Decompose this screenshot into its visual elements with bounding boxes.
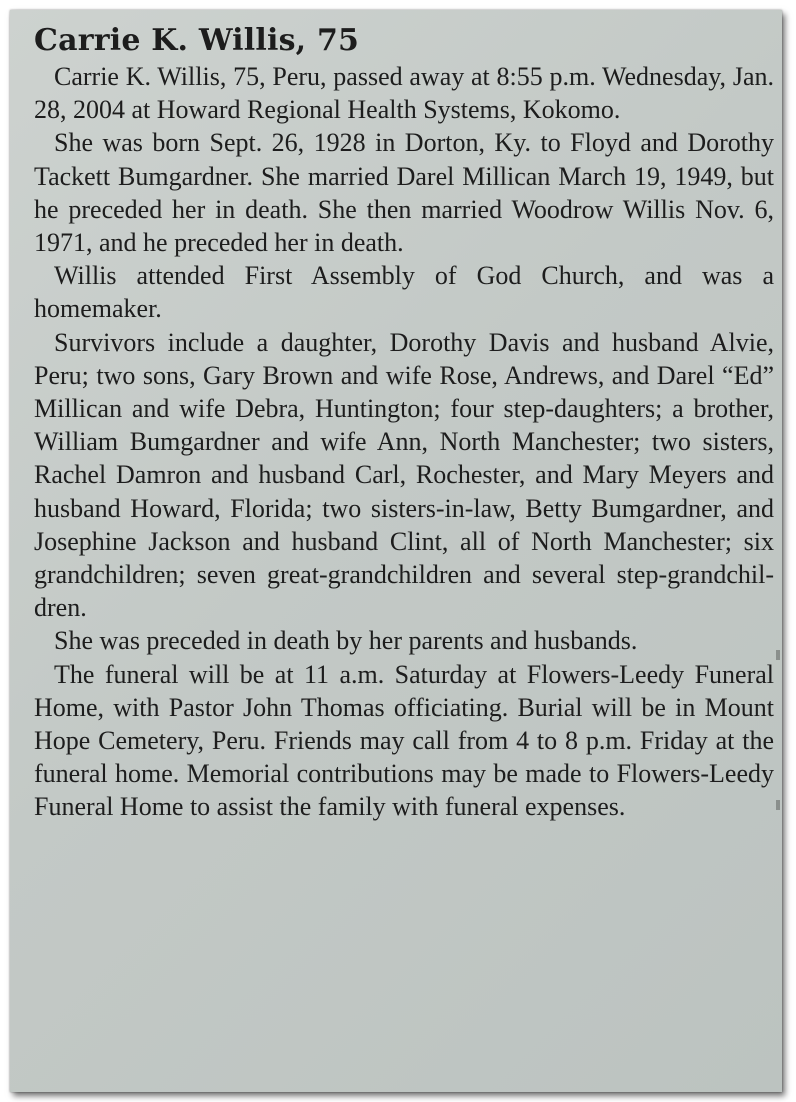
paragraph-preceded: She was preceded in death by her parents and husbands. [54,626,638,656]
paragraph-birth-marriage: She was born Sept. 26, 1928 in Dorton, Ky. to Floyd and Dorothy Tackett Bumgardner. She married Darel Millican March 19, 1949, but he preceded her in death. She then married Woodrow Willis Nov. 6, 1971, and he preceded her in death. [34,128,774,258]
paragraph-church: Willis attended First Assembly of God Church, and was a homemaker. [34,261,774,324]
headline: Carrie K. Willis, 75 [34,23,360,58]
paragraph-funeral: The funeral will be at 11 a.m. Saturday at Flowers-Leedy Funeral Home, with Pastor John Thomas officiating. Burial will be in Mount Hope Cemetery, Peru. Friends may call from 4 to 8 p.m. Friday at the funeral home. Memorial contributions may be made to Flowers-Leedy Funeral Home to assist the family with funeral expenses. [34,659,774,822]
page-edge-marks [776,650,780,820]
paragraph-survivors: Survivors include a daughter, Dorothy Davis and husband Alvie, Peru; two sons, Gary Brown and wife Rose, Andrews, and Darel “Ed” Millican and wife Debra, Huntington; four step-daughters; a brother, William Bumgardner and wife Ann, North Manchester; two sisters, Rachel Damron and husband Carl, Rochester, and Mary Meyers and husband Howard, Florida; two sisters-in-law, Betty Bumgardner, and Josephine Jackson and husband Clint, all of North Manchester; six grandchildren; seven great-grandchildren and several step-grandchildren. [34,327,774,623]
newspaper-clipping [10,10,782,1092]
paragraph-death-notice: Carrie K. Willis, 75, Peru, passed away at 8:55 p.m. Wednesday, Jan. 28, 2004 at Howard Regional Health Systems, Kokomo. [34,62,774,125]
obituary-article [34,24,774,824]
